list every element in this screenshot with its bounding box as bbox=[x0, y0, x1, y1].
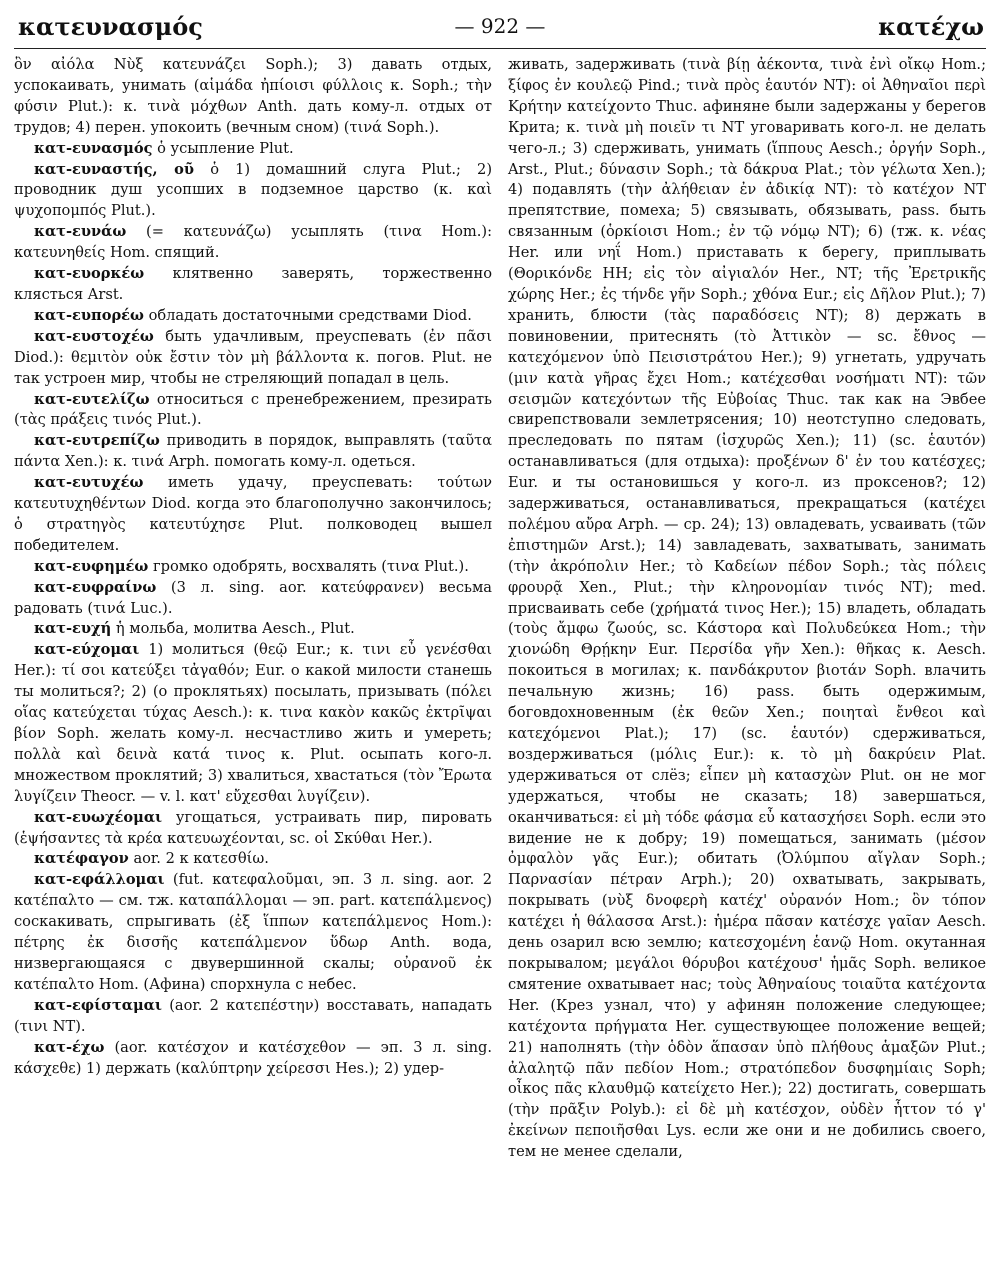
entry-text: живать, задерживать (τινὰ βίῃ ἀέκοντα, τινὰ ἐνὶ οἴκῳ Hom.; ξίφος ἐν κουλεῷ Pind.; τινὰ πρὸς ἑαυτόν NT): οἱ Ἀθηναῖοι περὶ Κρήτην κατείχοντο Thuc. афиняне были задержаны у берегов Крита; κ. τινὰ μὴ ποιεῖν τι NT уговаривать кого-л. не делать чего-л.; 3) сдерживать, унимать (ἵππους Aesch.; ὀργήν Soph., Arst., Plut.; δύνασιν Soph.; τὰ δάκρυα Plat.; τὸν γέλωτα Xen.); 4) подавлять (τὴν ἀλήθειαν ἐν ἀδικίᾳ NT): τὸ κατέχον NT препятствие, помеха; 5) связывать, обязывать, pass. быть связанным (ὁρκίοισι Hom.; ἐν τῷ νόμῳ NT); 6) (тж. κ. νέας Her. или νηΐ Hom.) приставать к берегу, приплывать (Θορικόνδε HH; εἰς τὸν αἰγιαλόν Her., NT; τῆς Ἐρετρικῆς χώρης Her.; ἐς τήνδε γῆν Soph.; χθόνα Eur.; εἰς Δῆλον Plut.); 7) хранить, блюсти (τὰς παραδόσεις NT); 8) держать в повиновении, притеснять (τὸ Ἀττικὸν — sc. ἔθνος — κατεχόμενον ὑπὸ Πεισιστράτου Her.); 9) угнетать, удручать (μιν κατὰ γῆρας ἔχει Hom.; κατέχεσθαι νοσήματι NT): τῶν σεισμῶν κατεχόντων τῆς Εὐβοίας Thuc. так как на Эвбее свирепствовали землетрясения; 10) неотступно следовать, преследовать по пятам (ἰσχυρῶς Xen.); 11) (sc. ἑαυτόν) останавливаться (для отдыха): προξένων δ' ἐν του κατέσχες; Eur. и ты остановишься у кого-л. из проксенов?; 12) задерживаться, останавливаться, прекращаться (κατέχει πολέμου αὔρα Arph. — ср. 24); 13) овладевать, усваивать (τῶν ἐπιστημῶν Arst.); 14) завладевать, захватывать, занимать (τὴν ἀκρόπολιν Her.; τὸ Καδείων πέδον Soph.; τὰς πόλεις φρουρᾷ Xen., Plut.; τὴν κληρονομίαν τινός NT); med. присваивать себе (χρήματά τινος Her.); 15) владеть, обладать (τοὺς ἄμφω ζωούς, sc. Κάστορα καὶ Πολυδεύκεα Hom.; τὴν χιονώδη Θρῄκην Eur. Περσίδα γῆν Xen.): θῆκας κ. Aesch. покоиться в могилах; κ. πανδάκρυτον βιοτάν Soph. влачить печальную жизнь; 16) pass. быть одержимым, боговдохновенным (ἐκ θεῶν Xen.; ποιηταὶ ἔνθεοι καὶ κατεχόμενοι Plat.); 17) (sc. ἑαυτόν) сдерживаться, воздерживаться (μόλις Eur.): κ. τὸ μὴ δακρύειν Plat. удерживаться от слёз; εἶπεν μὴ κατασχὼν Plut. он не мог удержаться, чтобы не сказать; 18) завершаться, оканчиваться: εἰ μὴ τόδε φάσμα εὖ κατασχήσει Soph. если это видение не к добру; 19) помещаться, занимать (μέσον ὀμφαλὸν γᾶς Eur.); обитать (Ὀλύμπου αἴγλαν Soph.; Παρνασίαν πέτραν Arph.); 20) охватывать, закрывать, покрывать (νὺξ δνοφερὴ κατέχ' οὐρανόν Hom.; ὃν τόπον κατέχει ἡ θάλασσα Arst.): ἡμέρα πᾶσαν κατέσχε γαῖαν Aesch. день озарил всю землю; κατεσχομένη ἑανῷ Hom. окутанная покрывалом; μεγάλοι θόρυβοι κατέχουσ' ἡμᾶς Soph. великое смятение охватывает нас; τοὺς Ἀθηναίους τοιαῦτα κατέχοντα Her. (Крез узнал, что) у афинян положение следующее; κατέχοντα πρήγματα Her. существующее положение вещей; 21) наполнять (τὴν ὁδὸν ἅπασαν ὑπὸ πλήθους ἁμαξῶν Plut.; ἀλαλητῷ πᾶν πεδίον Hom.; στρατόπεδον δυσφημίαις Soph; οἶκος πᾶς κλαυθμῷ κατείχετο Her.); 22) достигать, совершать (τὴν πρᾶξιν Polyb.): εἰ δὲ μὴ κατέσχον, οὐδὲν ἧττον τό γ' ἐκείνων πεποιῆσθαι Lys. если же они и не добились своего, тем не менее сделали, bbox=[508, 56, 986, 1161]
dictionary-entry bbox=[14, 160, 492, 223]
header-left-headword: κατευνασμός bbox=[18, 12, 203, 41]
entry-headword: κατ-ευναστής, οῦ bbox=[34, 160, 195, 178]
dictionary-entry bbox=[14, 808, 492, 850]
entry-headword: κατ-ευχή bbox=[34, 620, 112, 638]
columns bbox=[14, 55, 986, 1163]
entry-continuation bbox=[14, 55, 492, 139]
entry-text: обладать достаточными средствами Diod. bbox=[148, 306, 472, 324]
entry-headword: κατ-ευφημέω bbox=[34, 557, 149, 575]
dictionary-entry bbox=[14, 473, 492, 557]
entry-text: (fut. κατεφαλοῦμαι, эп. 3 л. sing. aor. 2 κατέπαλτο — см. тж. καταπάλλομαι — эп. part. κατεπάλμενος) соскакивать, спрыгивать (ἐξ ἵππων κατεπάλμενος Hom.): πέτρης ἐκ δισσῆς κατεπάλμενον ὕδωρ Anth. вода, низвергающаяся с двувершинной скалы; οὐρανοῦ ἐκ κατέπαλτο Hom. (Афина) спорхнула с небес. bbox=[14, 871, 492, 993]
dictionary-entry bbox=[14, 578, 492, 620]
entry-text: ὁ 1) домашний слуга Plut.; 2) проводник душ усопших в подземное царство (κ. καὶ ψυχοπομπός Plut.). bbox=[14, 160, 493, 220]
entry-headword: κατ-ευτρεπίζω bbox=[34, 432, 160, 450]
dictionary-entry bbox=[14, 390, 492, 432]
dictionary-entry bbox=[14, 870, 492, 995]
right-column bbox=[508, 55, 986, 1163]
entry-text: клятвенно заверять, торжественно клясться Arst. bbox=[14, 265, 492, 303]
entry-text: (3 л. sing. aor. κατεύφρανεν) весьма радовать (τινά Luc.). bbox=[14, 578, 492, 617]
dictionary-entry bbox=[14, 996, 492, 1038]
entry-text: (aor. 2 κατεπέστην) восставать, нападать (τινι NT). bbox=[14, 996, 493, 1035]
entry-headword: κατ-ευπορέω bbox=[34, 306, 144, 324]
entry-headword: κατ-ευφραίνω bbox=[34, 578, 157, 596]
dictionary-entry bbox=[14, 139, 492, 160]
entry-text: приводить в порядок, выправлять (ταῦτα πάντα Xen.): κ. τινά Arph. помогать кому-л. одеться. bbox=[14, 432, 492, 471]
entry-headword: κατ-ευνασμός bbox=[34, 139, 153, 157]
entry-headword: κατ-εφίσταμαι bbox=[34, 996, 162, 1014]
entry-headword: κατ-ευστοχέω bbox=[34, 327, 154, 345]
dictionary-entry bbox=[14, 264, 492, 306]
dictionary-entry bbox=[14, 557, 492, 578]
entry-text: угощаться, устраивать пир, пировать (ἑψήσαντες τὰ κρέα κατευωχέονται, sc. οἱ Σκύθαι Her.). bbox=[14, 808, 492, 847]
dictionary-entry bbox=[14, 431, 492, 473]
header-right-headword: κατέχω bbox=[878, 12, 984, 41]
entry-text: относиться с пренебрежением, презирать (τὰς πράξεις τινός Plut.). bbox=[14, 390, 492, 429]
entry-headword: κατ-ευωχέομαι bbox=[34, 808, 163, 826]
entry-text: 1) молиться (θεῷ Eur.; κ. τινι εὖ γενέσθαι Her.): τί σοι κατεύξει τἀγαθόν; Eur. о какой милости станешь ты молиться?; 2) (о проклятьях) посылать, призывать (πόλει οἵας κατεύχεται τύχας Aesch.): κ. τινα κακὸν κακῶς ἐκτρῖψαι βίον Soph. желать кому-л. несчастливо жить и умереть; πολλὰ καὶ δεινὰ κατά τινος κ. Plut. осыпать кого-л. множеством проклятий; 3) хвалиться, хвастаться (τὸν Ἔρωτα λυγίζειν Theocr. — v. l. κατ' εὔχεσθαι λυγίζειν). bbox=[14, 641, 493, 805]
entry-headword: κατ-ευορκέω bbox=[34, 265, 145, 283]
entry-text: иметь удачу, преуспевать: τούτων κατευτυχηθέντων Diod. когда это благополучно закончилось; ὁ στρατηγὸς κατευτύχησε Plut. полководец вышел победителем. bbox=[14, 474, 492, 554]
dictionary-entry bbox=[14, 849, 492, 870]
entry-headword: κατ-ευτελίζω bbox=[34, 390, 150, 408]
entry-text: (aor. κατέσχον и κατέσχεθον — эп. 3 л. sing. κάσχεθε) 1) держать (καλύπτρην χείρεσσι Hes.); 2) удер- bbox=[14, 1038, 493, 1077]
dictionary-entry bbox=[14, 327, 492, 390]
page-number: — 922 — bbox=[454, 14, 546, 38]
dictionary-entry bbox=[14, 640, 492, 807]
entry-headword: κατέφαγον bbox=[34, 850, 129, 868]
entry-headword: κατ-εφάλλομαι bbox=[34, 871, 165, 889]
page-header bbox=[14, 8, 986, 49]
entry-headword: κατ-έχω bbox=[34, 1038, 105, 1056]
entry-headword: κατ-εύχομαι bbox=[34, 641, 140, 659]
entry-text: ὁ усыпление Plut. bbox=[157, 139, 294, 157]
entry-continuation bbox=[508, 55, 986, 1163]
dictionary-entry bbox=[14, 222, 492, 264]
entry-headword: κατ-ευνάω bbox=[34, 223, 127, 241]
entry-text: (= κατευνάζω) усыплять (τινα Hom.): κατευνηθείς Hom. спящий. bbox=[14, 223, 492, 262]
left-column bbox=[14, 55, 492, 1163]
entry-text: ὃν αἰόλα Νὺξ κατευνάζει Soph.); 3) давать отдых, успокаивать, унимать (αἱμάδα ἠπίοισι φύλλοις κ. Soph.; τὴν φύσιν Plut.): κ. τινὰ μόχθων Anth. дать кому-л. отдых от трудов; 4) перен. упокоить (вечным сном) (τινά Soph.). bbox=[14, 56, 492, 136]
dictionary-entry bbox=[14, 1038, 492, 1080]
dictionary-entry bbox=[14, 306, 492, 327]
entry-text: быть удачливым, преуспевать (ἐν πᾶσι Diod.): θεμιτὸν οὐκ ἔστιν τὸν μὴ βάλλοντα κ. погов. Plut. не так устроен мир, чтобы не стреляющий попадал в цель. bbox=[14, 327, 492, 387]
entry-text: громко одобрять, восхвалять (τινα Plut.). bbox=[152, 557, 469, 575]
entry-text: aor. 2 к κατεσθίω. bbox=[133, 850, 269, 868]
entry-headword: κατ-ευτυχέω bbox=[34, 474, 144, 492]
dictionary-entry bbox=[14, 619, 492, 640]
entry-text: ἡ мольба, молитва Aesch., Plut. bbox=[115, 620, 355, 638]
